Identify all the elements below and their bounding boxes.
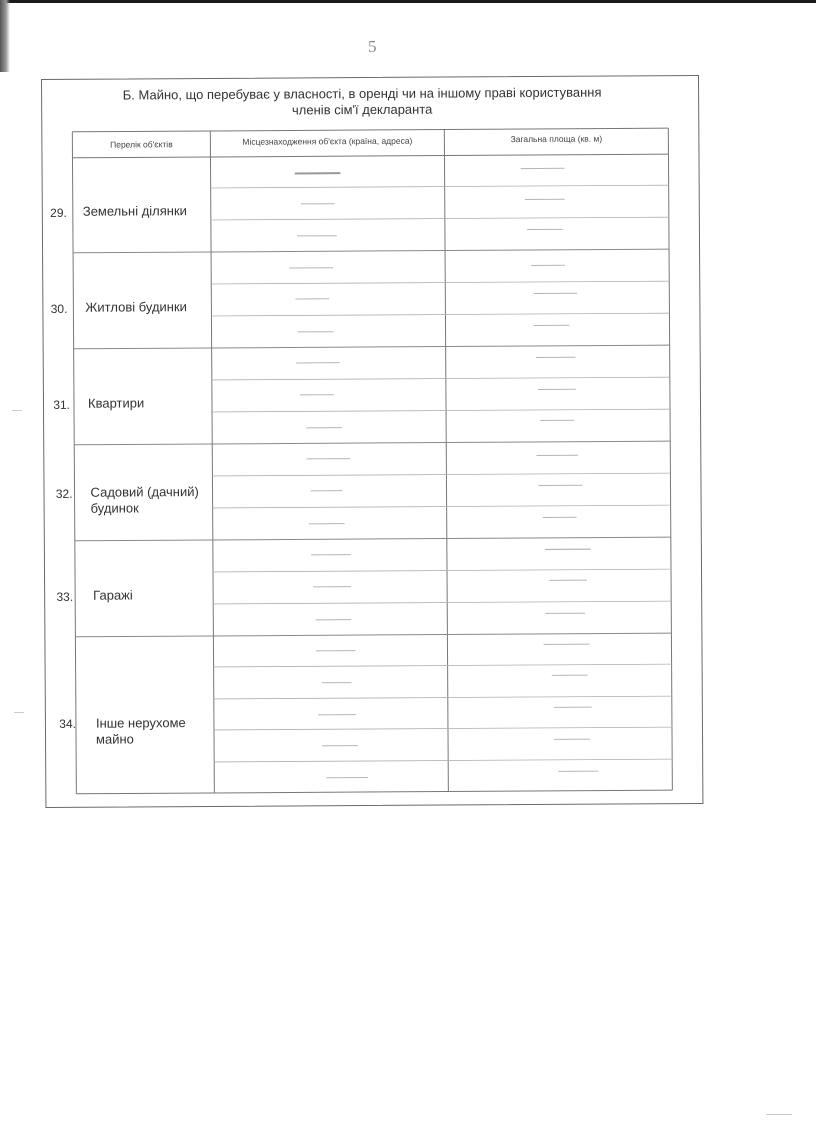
empty-cell-dash xyxy=(315,619,351,620)
sub-row-separator xyxy=(214,727,672,730)
col-header-area: Загальна площа (кв. м) xyxy=(510,133,603,145)
empty-cell-dash xyxy=(540,420,574,421)
row-number: 29. xyxy=(50,205,67,220)
col-separator-1 xyxy=(210,131,214,793)
scan-mark xyxy=(766,1114,792,1115)
sub-row-separator xyxy=(211,217,669,220)
section-title-line2: членів сім'ї декларанта xyxy=(291,101,433,118)
sub-row-separator xyxy=(213,505,671,508)
page-number: 5 xyxy=(368,37,377,56)
row-number: 30. xyxy=(50,301,68,316)
row-number: 33. xyxy=(56,589,74,604)
empty-cell-dash xyxy=(554,739,590,740)
table-grid xyxy=(42,76,702,807)
sub-row-separator xyxy=(214,664,672,667)
col-header-location: Місцезнаходження об'єкта (країна, адреса) xyxy=(242,135,413,147)
sub-row-separator xyxy=(214,696,672,699)
empty-cell-dash xyxy=(301,203,335,204)
row-label-garages: Гаражі xyxy=(93,587,133,603)
property-table-frame xyxy=(41,75,703,808)
sub-row-separator xyxy=(212,377,670,380)
empty-cell-dash xyxy=(311,490,343,491)
sub-row-separator xyxy=(213,569,671,572)
header-top-line xyxy=(72,128,668,132)
sub-row-separator xyxy=(213,601,671,604)
empty-cell-dash xyxy=(552,675,588,676)
section-title-line1: Б. Майно, що перебуває у власності, в оренді чи на іншому праві користування xyxy=(122,84,602,103)
empty-cell-dash xyxy=(543,517,577,518)
scan-mark xyxy=(14,712,24,713)
table-bottom-line xyxy=(76,790,672,794)
group-separator xyxy=(74,441,670,445)
group-separator xyxy=(75,633,671,637)
empty-cell-dash xyxy=(295,172,341,174)
row-label-houses: Житлові будинки xyxy=(85,299,187,315)
row-number: 31. xyxy=(53,397,71,412)
group-separator xyxy=(75,537,671,541)
group-separator xyxy=(74,345,670,349)
row-label-country-house: Садовий (дачний) будинок xyxy=(90,484,199,516)
empty-cell-dash xyxy=(298,331,334,332)
scan-mark xyxy=(12,410,22,411)
row-label-other-real-estate: Інше нерухоме майно xyxy=(95,715,186,747)
sub-row-separator xyxy=(211,281,669,284)
row-label-land-plots: Земельні ділянки xyxy=(82,203,187,219)
empty-cell-dash xyxy=(322,682,352,683)
empty-cell-dash xyxy=(300,394,334,395)
empty-cell-dash xyxy=(527,229,563,230)
header-bottom-line xyxy=(72,154,668,158)
sub-row-separator xyxy=(214,759,672,762)
sub-row-separator xyxy=(211,313,669,316)
sub-row-separator xyxy=(211,185,669,188)
sub-row-separator xyxy=(212,473,670,476)
empty-cell-dash xyxy=(295,298,329,299)
group-separator xyxy=(73,249,669,253)
row-number: 32. xyxy=(55,486,73,501)
col-separator-2 xyxy=(444,130,448,792)
empty-cell-dash xyxy=(531,265,565,266)
scan-shadow-corner xyxy=(0,0,10,72)
row-number: 34. xyxy=(59,716,76,731)
scan-edge-top xyxy=(0,0,816,3)
row-label-apartments: Квартири xyxy=(87,395,145,411)
sub-row-separator xyxy=(212,409,670,412)
col-header-objects: Перелік об'єктів xyxy=(110,139,173,150)
